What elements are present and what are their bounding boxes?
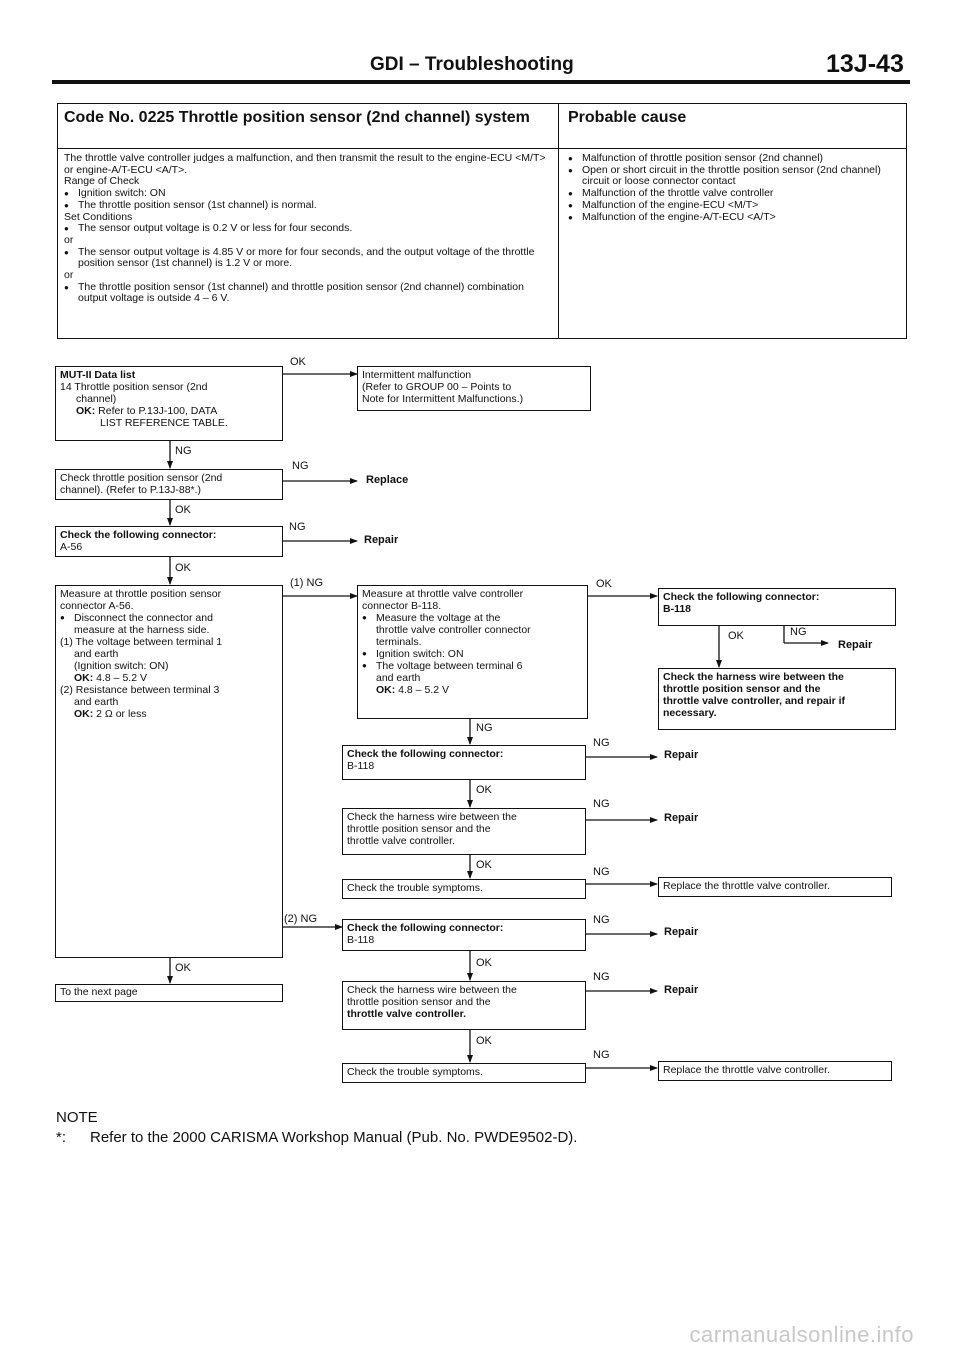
box-text: (Ignition switch: ON) [74,660,169,672]
box-text: throttle valve controller. [347,835,455,847]
box-text: B-118 [347,760,375,772]
box-text: Check the following connector: [347,748,504,760]
ng-label: NG [476,722,493,734]
table-header-code: Code No. 0225 Throttle position sensor (2nd channel) system [64,109,530,126]
range-item: ● Ignition switch: ON [64,188,552,200]
box-text: Replace the throttle valve controller. [663,880,830,892]
box-text: ● Ignition switch: ON [362,648,583,660]
box-text: throttle valve controller connector [376,624,531,636]
ok-label: OK [175,504,191,516]
box-text: throttle position sensor and the [347,823,491,835]
check-b118-box [342,745,586,780]
box-text: measure at the harness side. [74,624,210,636]
box-text: Measure at throttle valve controller [362,588,524,600]
box-text: Replace the throttle valve controller. [663,1064,830,1076]
description-intro: The throttle valve controller judges a malfunction, and then transmit the result to the engine-ECU <M/T> or engine-A/T-ECU <A/T>. [64,152,546,176]
box-text: channel) [76,393,117,405]
ng-label: NG [593,737,610,749]
page-title: GDI – Troubleshooting [370,54,574,75]
box-text: Check the harness wire between the [347,811,517,823]
box-text: Intermittent malfunction [362,369,472,381]
harness-repair-box [658,668,896,730]
repair-label: Repair [664,749,699,761]
repair-label: Repair [838,639,873,651]
replace-controller-box [658,877,892,897]
or-text: or [64,233,74,246]
box-text: 4.8 – 5.2 V [96,672,147,684]
cause-item: ● Open or short circuit in the throttle position sensor (2nd channel) circuit or loose connector contact [568,165,902,188]
ok-label: OK [175,962,191,974]
cause-item: ● Malfunction of the throttle valve controller [568,188,902,200]
ok-key: OK: [76,405,96,417]
box-text: necessary. [663,707,717,719]
harness-check-box [342,808,586,855]
box-text: Check the following connector: [347,922,504,934]
ok-key: OK: [74,672,94,684]
ok-label: OK [476,1035,492,1047]
measure-b118-box [357,585,588,719]
box-text: ● The voltage between terminal 6 [362,660,583,672]
ng-label: (1) NG [290,577,323,589]
range-title: Range of Check [64,175,140,188]
ok-label: OK [175,562,191,574]
box-text: Check the trouble symptoms. [347,882,483,894]
box-text: throttle position sensor and the [663,683,821,695]
cause-item: ● Malfunction of throttle position sensor (2nd channel) [568,153,902,165]
box-text: connector B-118. [362,600,442,612]
note-line [56,1129,577,1146]
check-a56-box [55,526,283,557]
box-text: Check the trouble symptoms. [347,1066,483,1078]
box-text: Check throttle position sensor (2nd [60,472,223,484]
box-text: To the next page [60,986,138,998]
trouble-symptoms-box [342,1063,586,1083]
ng-label: NG [593,914,610,926]
note-text: Refer to the 2000 CARISMA Workshop Manual (Pub. No. PWDE9502-D). [90,1129,578,1146]
harness-check-box [342,981,586,1030]
set-item: ● The sensor output voltage is 0.2 V or less for four seconds. [64,223,552,235]
page-number: 13J-43 [826,50,904,78]
ok-label: OK [476,784,492,796]
ok-label: OK [476,859,492,871]
or-text: or [64,269,74,282]
box-text: Measure at throttle position sensor [60,588,222,600]
ok-key: OK: [74,708,94,720]
box-text: throttle position sensor and the [347,996,491,1008]
box-text: ● Disconnect the connector and [60,612,278,624]
check-b118-right-box [658,588,896,626]
ng-label: NG [292,460,309,472]
box-text: connector A-56. [60,600,134,612]
box-text: (1) The voltage between terminal 1 [60,636,223,648]
trouble-symptoms-box [342,879,586,899]
box-text: throttle valve controller. [347,1008,467,1020]
box-text: ● Measure the voltage at the [362,612,583,624]
box-text: A-56 [60,541,83,553]
box-text: Refer to P.13J-100, DATA [98,405,218,417]
ok-label: OK [290,356,306,368]
repair-label: Repair [664,984,699,996]
box-text: (Refer to GROUP 00 – Points to [362,381,512,393]
box-text: LIST REFERENCE TABLE. [100,417,228,429]
cause-item: ● Malfunction of the engine-ECU <M/T> [568,200,902,212]
measure-a56-box [55,585,283,958]
box-text: B-118 [347,934,375,946]
box-text: and earth [376,672,421,684]
ng-label: NG [790,626,807,638]
repair-label: Repair [364,534,399,546]
mut-data-list-box [55,366,283,441]
repair-label: Repair [664,812,699,824]
box-text: terminals. [376,636,422,648]
watermark: carmanualsonline.info [689,1322,914,1347]
box-text: Check the harness wire between the [347,984,517,996]
note-title: NOTE [56,1109,98,1126]
set-item: ● The sensor output voltage is 4.85 V or more for four seconds, and the output voltage of the throttle position sensor (1st channel) is 1.2 V or more. [64,247,552,270]
box-text: 14 Throttle position sensor (2nd [60,381,208,393]
box-text: Check the following connector: [60,529,217,541]
check-tps-box [55,469,283,500]
box-text: and earth [74,696,119,708]
ng-label: NG [289,521,306,533]
repair-label: Repair [664,926,699,938]
next-page-box [55,984,283,1002]
box-text: (2) Resistance between terminal 3 [60,684,220,696]
box-text: B-118 [663,603,692,615]
box-text: Note for Intermittent Malfunctions.) [362,393,524,405]
ng-label: NG [593,1049,610,1061]
box-text: channel). (Refer to P.13J-88*.) [60,484,202,496]
replace-controller-box [658,1061,892,1081]
replace-label: Replace [366,474,409,486]
table-header-cause: Probable cause [568,109,687,126]
box-text: 2 Ω or less [96,708,147,720]
range-item: ● The throttle position sensor (1st channel) is normal. [64,200,552,212]
set-title: Set Conditions [64,210,133,223]
ng-label: NG [175,445,192,457]
note-key: *: [56,1129,67,1146]
ng-label: NG [593,866,610,878]
ok-key: OK: [376,684,396,696]
mut-title: MUT-II Data list [60,369,136,381]
ok-label: OK [596,578,612,590]
intermittent-box [357,366,591,411]
box-text: and earth [74,648,119,660]
ng-label: NG [593,798,610,810]
ok-label: OK [476,957,492,969]
box-text: Check the following connector: [663,591,820,603]
ng-label: NG [593,971,610,983]
cause-item: ● Malfunction of the engine-A/T-ECU <A/T> [568,212,902,224]
ng-label: (2) NG [284,913,317,925]
box-text: Check the harness wire between the [663,671,844,683]
check-b118-box [342,919,586,951]
box-text: throttle valve controller, and repair if [663,695,846,707]
box-text: 4.8 – 5.2 V [398,684,449,696]
set-item: ● The throttle position sensor (1st channel) and throttle position sensor (2nd channel) combination output voltage is outside 4 – 6 V. [64,282,552,305]
ok-label: OK [728,630,744,642]
